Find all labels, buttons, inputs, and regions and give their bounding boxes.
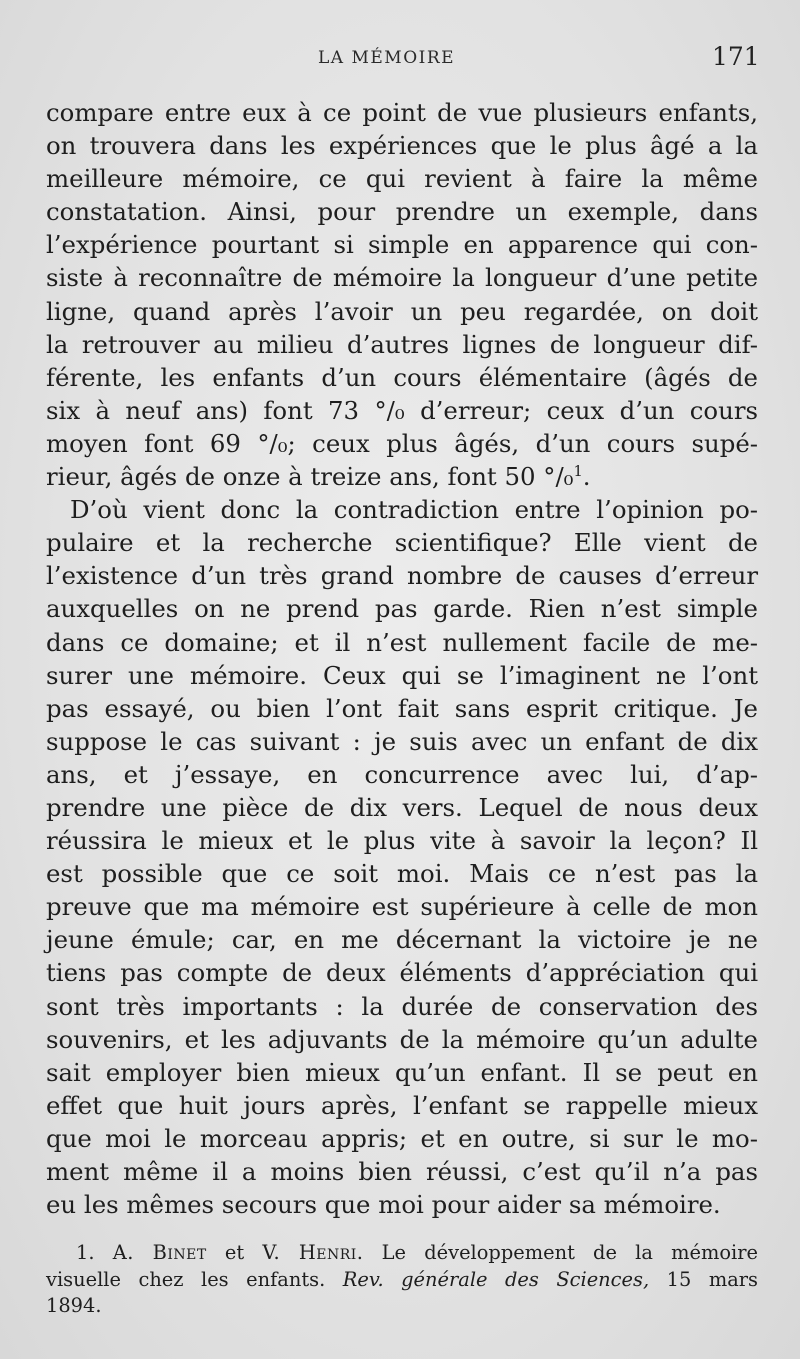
footnote-reference[interactable]: 1 — [573, 462, 583, 480]
text-line: que moi le morceau appris; et en outre, si sur le mo- — [46, 1123, 758, 1153]
text-line: suppose le cas suivant : je suis avec un enfant de dix — [46, 726, 758, 756]
footnote-conjunction: et — [224, 1241, 245, 1264]
footnote-title-continued: visuelle chez les enfants. — [46, 1267, 326, 1291]
text-line: six à neuf ans) font 73 °/₀ d’erreur; ceux d’un cours — [46, 395, 758, 425]
text-line: ans, et j’essaye, en concurrence avec lui, d’ap- — [46, 759, 758, 789]
text-line: eu les mêmes secours que moi pour aider sa mémoire. — [46, 1190, 721, 1220]
text-line: est possible que ce soit moi. Mais ce n’est pas la — [46, 859, 758, 889]
text-line: prendre une pièce de dix vers. Lequel de nous deux — [46, 792, 758, 822]
footnote-author: A. Binet — [112, 1241, 207, 1264]
text-line: réussira le mieux et le plus vite à savoir la leçon? Il — [46, 826, 758, 856]
text-line: siste à reconnaître de mémoire la longueur d’une petite — [46, 263, 758, 293]
text-line-with-footnote — [46, 460, 758, 493]
text-line: pulaire et la recherche scientifique? Elle vient de — [46, 528, 758, 558]
footnote-ref-suffix: . — [582, 462, 591, 492]
text-line: sont très importants : la durée de conservation des — [46, 991, 758, 1021]
text-line: sait employer bien mieux qu’un enfant. Il se peut en — [46, 1057, 758, 1087]
footnote-author: V. Henri. — [262, 1241, 364, 1264]
paragraph-start-line: D’où vient donc la contradiction entre l’opinion po- — [70, 495, 758, 525]
text-line: surer une mémoire. Ceux qui se l’imaginent ne l’ont — [46, 660, 758, 690]
text-line: jeune émule; car, en me décernant la victoire je ne — [46, 925, 758, 955]
text-line: meilleure mémoire, ce qui revient à faire la même — [46, 164, 758, 194]
text-line: l’existence d’un très grand nombre de causes d’erreur — [46, 561, 758, 591]
footnote-journal: Rev. générale des Sciences, — [342, 1267, 650, 1291]
text-line: l’expérience pourtant si simple en apparence qui con- — [46, 230, 758, 260]
footnote-line — [46, 1240, 758, 1267]
text-line: souvenirs, et les adjuvants de la mémoire qu’un adulte — [46, 1024, 758, 1054]
footnote-title: Le développement de la mémoire — [381, 1241, 758, 1264]
text-line: compare entre eux à ce point de vue plusieurs enfants, — [46, 98, 758, 127]
body-text — [46, 96, 758, 1221]
text-line: constatation. Ainsi, pour prendre un exemple, dans — [46, 197, 758, 227]
footnote-number: 1. — [76, 1241, 95, 1264]
text-line: férente, les enfants d’un cours élémentaire (âgés de — [46, 362, 758, 392]
text-line: dans ce domaine; et il n’est nullement facile de me- — [46, 627, 758, 657]
text-line: auxquelles on ne prend pas garde. Rien n’est simple — [46, 594, 758, 624]
text-line: ligne, quand après l’avoir un peu regardée, on doit — [46, 296, 758, 326]
text-line: ment même il a moins bien réussi, c’est qu’il n’a pas — [46, 1157, 758, 1186]
footnote-line — [46, 1267, 758, 1294]
running-title: LA MÉMOIRE — [318, 48, 456, 68]
page-number: 171 — [712, 42, 760, 71]
text-line: effet que huit jours après, l’enfant se rappelle mieux — [46, 1090, 758, 1120]
text-line: tiens pas compte de deux éléments d’appréciation qui — [46, 958, 758, 988]
text-line-content: rieur, âgés de onze à treize ans, font 50 °/₀ — [46, 462, 574, 492]
footnote-block — [46, 1240, 758, 1320]
text-line: la retrouver au milieu d’autres lignes de longueur dif- — [46, 329, 758, 359]
text-line: moyen font 69 °/₀; ceux plus âgés, d’un cours supé- — [46, 428, 758, 458]
running-head — [0, 44, 800, 74]
footnote-date: 15 mars — [666, 1267, 758, 1291]
text-line: preuve que ma mémoire est supérieure à celle de mon — [46, 892, 758, 922]
text-line: on trouvera dans les expériences que le plus âgé a la — [46, 131, 758, 161]
text-line: pas essayé, ou bien l’ont fait sans esprit critique. Je — [46, 693, 758, 723]
footnote-line: 1894. — [46, 1294, 102, 1317]
